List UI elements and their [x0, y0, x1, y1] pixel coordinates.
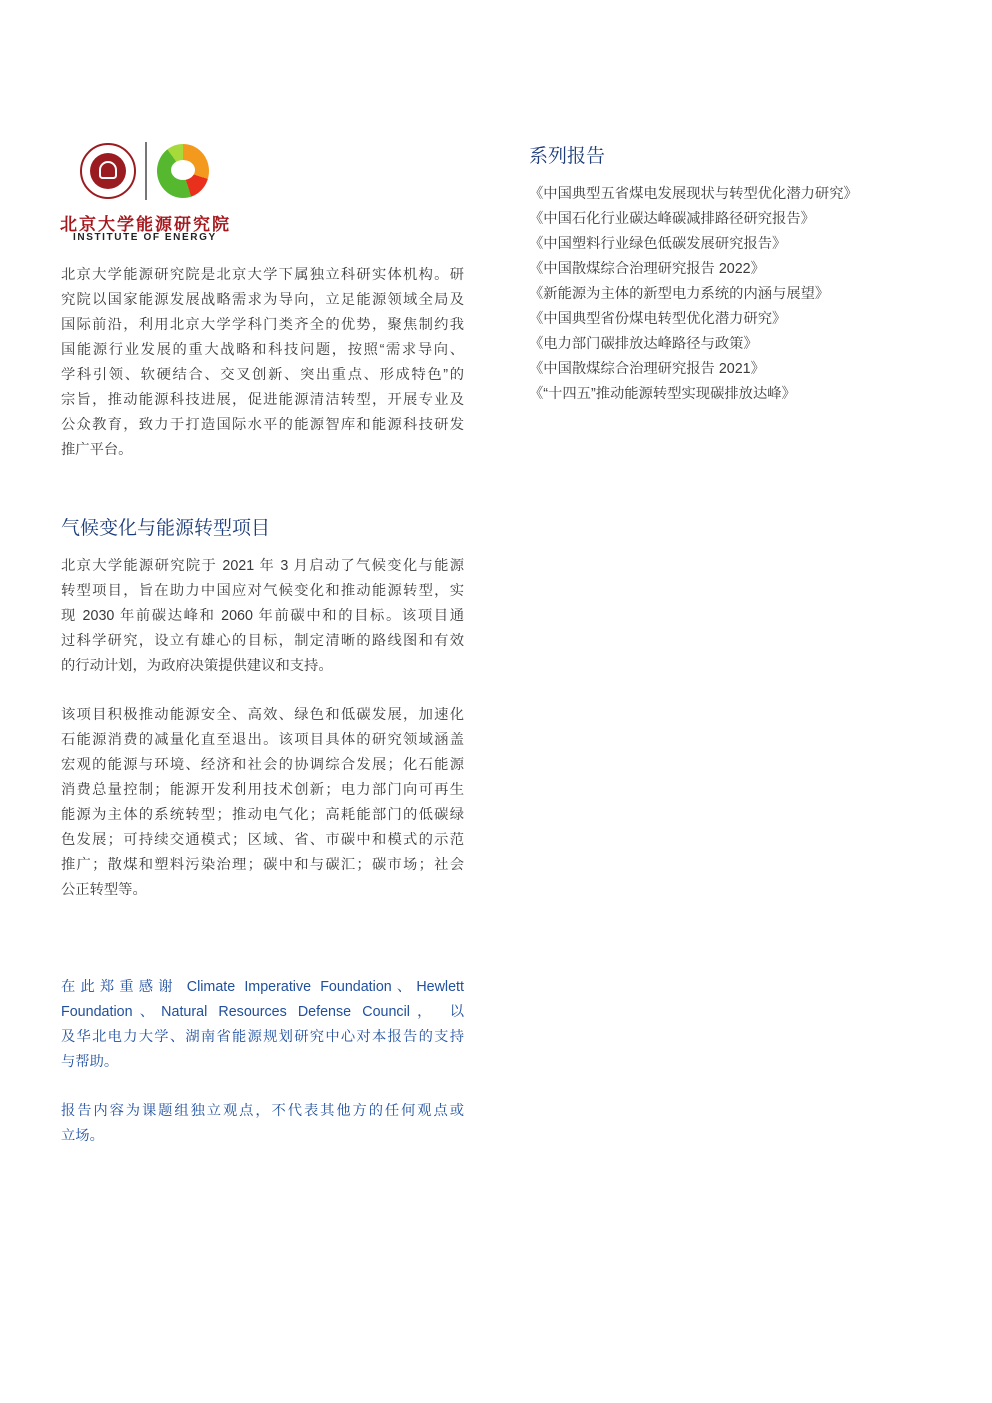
series-report-item: 《中国典型五省煤电发展现状与转型优化潜力研究》 — [529, 186, 858, 202]
text-line: 该项目积极推动能源安全、高效、绿色和低碳发展，加速化 — [61, 707, 464, 723]
logo-divider — [145, 142, 147, 200]
series-report-item: 《中国塑料行业绿色低碳发展研究报告》 — [529, 236, 787, 252]
series-report-item: 《“十四五”推动能源转型实现碳排放达峰》 — [529, 386, 796, 402]
disclaimer-paragraph — [61, 1099, 464, 1149]
series-report-item: 《中国典型省份煤电转型优化潜力研究》 — [529, 311, 787, 327]
text-line: 国际前沿，利用北京大学学科门类齐全的优势，聚焦制约我 — [61, 317, 464, 333]
text-line: 及华北电力大学、湖南省能源规划研究中心对本报告的支持 — [61, 1029, 464, 1045]
text-line: 的行动计划，为政府决策提供建议和支持。 — [61, 658, 333, 674]
energy-institute-swirl-icon — [157, 144, 209, 198]
text-line: 在此郑重感谢 Climate Imperative Foundation、Hewlett — [61, 979, 464, 995]
text-line: 公众教育，致力于打造国际水平的能源智库和能源科技研发 — [61, 417, 464, 433]
series-reports-title: 系列报告 — [529, 146, 606, 167]
text-line: 国能源行业发展的重大战略和科技问题，按照“需求导向、 — [61, 342, 464, 358]
peking-university-seal-icon — [80, 143, 136, 199]
project-title: 气候变化与能源转型项目 — [61, 518, 271, 539]
text-line: 消费总量控制；能源开发利用技术创新；电力部门向可再生 — [61, 782, 464, 798]
text-line: Foundation、Natural Resources Defense Council， 以 — [61, 1004, 464, 1020]
project-paragraph-1 — [61, 554, 464, 679]
logo-english-name: INSTITUTE OF ENERGY — [73, 232, 217, 243]
text-line: 现 2030 年前碳达峰和 2060 年前碳中和的目标。该项目通 — [61, 608, 464, 624]
series-report-item: 《新能源为主体的新型电力系统的内涵与展望》 — [529, 286, 830, 302]
text-line: 石能源消费的减量化直至退出。该项目具体的研究领域涵盖 — [61, 732, 464, 748]
project-paragraph-2 — [61, 703, 464, 903]
text-line: 公正转型等。 — [61, 882, 147, 898]
text-line: 宏观的能源与环境、经济和社会的协调综合发展；化石能源 — [61, 757, 464, 773]
series-report-item: 《中国石化行业碳达峰碳减排路径研究报告》 — [529, 211, 815, 227]
series-report-item: 《中国散煤综合治理研究报告 2021》 — [529, 361, 765, 377]
series-reports-list — [529, 182, 909, 407]
text-line: 转型项目，旨在助力中国应对气候变化和推动能源转型，实 — [61, 583, 464, 599]
text-line: 北京大学能源研究院于 2021 年 3 月启动了气候变化与能源 — [61, 558, 464, 574]
text-line: 过科学研究，设立有雄心的目标，制定清晰的路线图和有效 — [61, 633, 464, 649]
text-line: 推广；散煤和塑料污染治理；碳中和与碳汇；碳市场；社会 — [61, 857, 464, 873]
text-line: 立场。 — [61, 1128, 104, 1144]
text-line: 究院以国家能源发展战略需求为导向，立足能源领域全局及 — [61, 292, 464, 308]
text-line: 宗旨，推动能源科技进展，促进能源清洁转型，开展专业及 — [61, 392, 464, 408]
acknowledgement-paragraph — [61, 975, 464, 1075]
text-line: 能源为主体的系统转型；推动电气化；高耗能部门的低碳绿 — [61, 807, 464, 823]
series-report-item: 《电力部门碳排放达峰路径与政策》 — [529, 336, 758, 352]
text-line: 报告内容为课题组独立观点，不代表其他方的任何观点或 — [61, 1103, 464, 1119]
series-report-item: 《中国散煤综合治理研究报告 2022》 — [529, 261, 765, 277]
text-line: 推广平台。 — [61, 442, 133, 458]
logo-chinese-name: 北京大学能源研究院 — [60, 215, 231, 234]
text-line: 与帮助。 — [61, 1054, 119, 1070]
text-line: 学科引领、软硬结合、交叉创新、突出重点、形成特色”的 — [61, 367, 464, 383]
text-line: 北京大学能源研究院是北京大学下属独立科研实体机构。研 — [61, 267, 464, 283]
intro-paragraph — [61, 263, 464, 463]
institute-logo — [60, 140, 240, 245]
text-line: 色发展；可持续交通模式；区域、省、市碳中和模式的示范 — [61, 832, 464, 848]
